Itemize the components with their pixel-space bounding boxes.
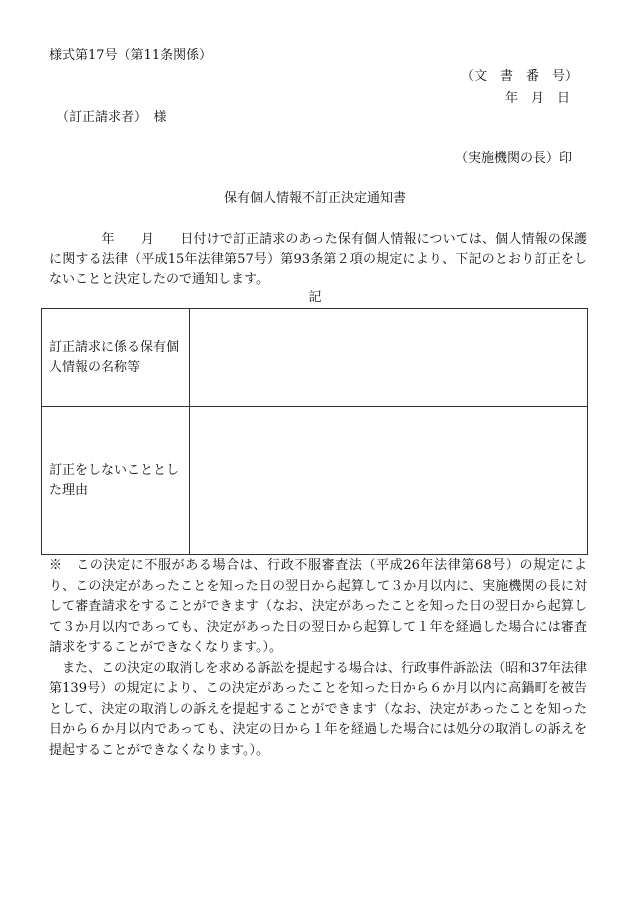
body-text: 年 月 日付けで訂正請求のあった保有個人情報については、個人情報の保護に関する法律（平成15年法律第57号）第93条第２項の規定により、下記のとおり訂正をしないことと決定したので通知します。: [49, 232, 587, 287]
row-label-reason: 訂正をしないこととした理由: [42, 407, 190, 555]
form-number: 様式第17号（第11条関係）: [49, 48, 213, 63]
row-value-reason: [190, 407, 588, 555]
table-row: [42, 407, 588, 555]
note-appeal: ※ この決定に不服がある場合は、行政不服審査法（平成26年法律第68号）の規定により、この決定があったことを知った日の翌日から起算して３か月以内に、実施機関の長に対して審査請求をすることができます（なお、決定があったことを知った日の翌日から起算して３か月以内であっても、決定があった日の翌日から起算して１年を経過した場合には審査請求をすることができなくなります。）。: [49, 558, 587, 655]
issuer-name: （実施機関の長）印: [454, 151, 572, 166]
date-line: 年 月 日: [504, 91, 570, 106]
document-number: （文 書 番 号）: [460, 69, 578, 84]
ki-heading: 記: [308, 290, 322, 305]
detail-table: [41, 308, 588, 555]
row-value-info-name: [190, 309, 588, 407]
table-row: [42, 309, 588, 407]
note-lawsuit: また、この決定の取消しを求める訴訟を提起する場合は、行政事件訴訟法（昭和37年法律第139号）の規定により、この決定があったことを知った日から６か月以内に高鍋町を被告として、決定の取消しの訴えを提起することができます（なお、決定があったことを知った日から６か月以内であっても、決定の日から１年を経過した場合には処分の取消しの訴えを提起することができなくなります。）。: [49, 660, 587, 758]
notes-section: [49, 556, 587, 761]
row-label-info-name: 訂正請求に係る保有個人情報の名称等: [42, 309, 190, 407]
document-title: 保有個人情報不訂正決定通知書: [223, 191, 406, 206]
requester-name: （訂正請求者） 様: [56, 110, 167, 125]
